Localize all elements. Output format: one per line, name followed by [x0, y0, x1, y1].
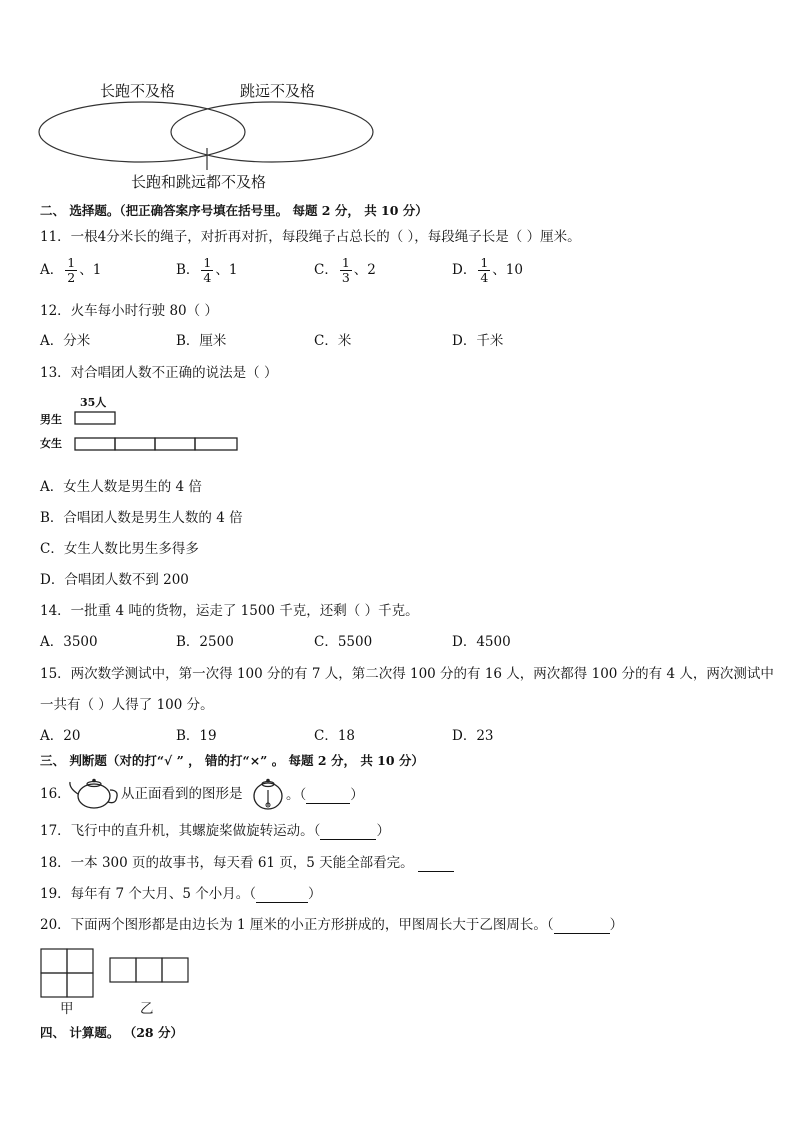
q14-option-d: D．4500 — [452, 634, 511, 650]
fraction: $\frac{1}{2}$ — [67, 255, 76, 285]
left-ellipse — [39, 102, 245, 162]
girls-bar-1 — [75, 438, 115, 450]
q15-stem-line2: 一共有（ ）人得了 100 分。 — [40, 697, 214, 713]
girls-bar-3 — [155, 438, 195, 450]
venn-left-label: 长跑不及格 — [100, 82, 176, 100]
venn-right-label: 跳远不及格 — [240, 82, 316, 100]
shape-a-label: 甲 — [60, 1001, 74, 1017]
shape-b-label: 乙 — [140, 1001, 154, 1017]
q18: 18．一本 300 页的故事书，每天看 61 页，5 天能全部看完。 — [40, 853, 454, 872]
q20-shapes — [40, 948, 200, 1000]
answer-blank[interactable] — [306, 785, 350, 804]
teapot-side-icon — [66, 776, 122, 812]
q11-option-c: C． $\frac{1}{3}$ 、2 — [314, 255, 376, 285]
q11-stem: 11．一根4分米长的绳子，对折再对折，每段绳子占总长的（ ），每段绳子长是（ ）厘米。 — [40, 229, 581, 245]
q16-number: 16． — [40, 786, 71, 802]
girls-bar-4 — [195, 438, 237, 450]
answer-blank[interactable] — [554, 915, 610, 934]
section-3-title: 三、 判断题（对的打“√ ” ， 错的打“×” 。 每题 2 分， 共 10 分） — [40, 753, 424, 768]
q16-answer: 。（ ） — [286, 787, 364, 803]
shape-b-square — [162, 958, 188, 982]
fraction: $\frac{1}{3}$ — [341, 255, 350, 285]
q11-option-b: B． $\frac{1}{4}$ 、1 — [176, 255, 238, 285]
q14-option-b: B．2500 — [176, 634, 234, 650]
section-2-title: 二、 选择题。（把正确答案序号填在括号里。 每题 2 分， 共 10 分） — [40, 203, 428, 218]
girls-label: 女生 — [40, 437, 62, 450]
shape-a-square — [41, 973, 67, 997]
right-ellipse — [171, 102, 373, 162]
q14-option-c: C．5500 — [314, 634, 373, 650]
answer-blank[interactable] — [256, 884, 308, 903]
shape-a-square — [41, 949, 67, 973]
q13-option-c: C．女生人数比男生多得多 — [40, 541, 199, 557]
boys-count-label: 35人 — [80, 396, 107, 409]
answer-blank[interactable] — [320, 821, 376, 840]
shape-a-square — [67, 949, 93, 973]
q19: 19．每年有 7 个大月、5 个小月。（ ） — [40, 886, 322, 902]
fraction: $\frac{1}{4}$ — [203, 255, 212, 285]
q16-middle-text: 从正面看到的图形是 — [121, 786, 243, 802]
q11-option-d: D． $\frac{1}{4}$ 、10 — [452, 255, 523, 285]
q15-option-c: C．18 — [314, 728, 356, 744]
q12-option-b: B．厘米 — [176, 333, 227, 349]
q14-option-a: A．3500 — [40, 634, 98, 650]
shape-b-square — [136, 958, 162, 982]
q11-option-a: A． $\frac{1}{2}$ 、1 — [40, 255, 102, 285]
section-4-title: 四、 计算题。 （28 分） — [40, 1025, 183, 1040]
q13-stem: 13．对合唱团人数不正确的说法是（ ） — [40, 365, 278, 381]
boys-label: 男生 — [40, 413, 62, 426]
q13-option-b: B．合唱团人数是男生人数的 4 倍 — [40, 510, 243, 526]
q12-option-d: D．千米 — [452, 333, 504, 349]
boys-bar — [75, 412, 115, 424]
q14-stem: 14．一批重 4 吨的货物，运走了 1500 千克，还剩（ ）千克。 — [40, 603, 419, 619]
q15-option-b: B．19 — [176, 728, 217, 744]
q12-option-a: A．分米 — [40, 333, 91, 349]
girls-bar-2 — [115, 438, 155, 450]
q12-stem: 12．火车每小时行驶 80（ ） — [40, 303, 218, 319]
answer-blank[interactable] — [418, 853, 454, 872]
q15-option-d: D．23 — [452, 728, 494, 744]
shape-a-square — [67, 973, 93, 997]
shape-b-square — [110, 958, 136, 982]
q20: 20．下面两个图形都是由边长为 1 厘米的小正方形拼成的，甲图周长大于乙图周长。（ ） — [40, 917, 624, 933]
q17: 17．飞行中的直升机，其螺旋桨做旋转运动。（ ） — [40, 823, 390, 839]
q15-option-a: A．20 — [40, 728, 81, 744]
teapot-front-icon — [250, 776, 286, 812]
q15-stem-line1: 15．两次数学测试中，第一次得 100 分的有 7 人，第二次得 100 分的有 16 人，两次都得 100 分的有 4 人，两次测试中 — [40, 666, 774, 682]
venn-bottom-label: 长跑和跳远都不及格 — [131, 173, 267, 191]
venn-ellipses — [38, 100, 378, 170]
q13-option-d: D．合唱团人数不到 200 — [40, 572, 189, 588]
q13-option-a: A．女生人数是男生的 4 倍 — [40, 479, 202, 495]
q12-option-c: C．米 — [314, 333, 352, 349]
bar-segments — [74, 408, 244, 454]
fraction: $\frac{1}{4}$ — [480, 255, 489, 285]
